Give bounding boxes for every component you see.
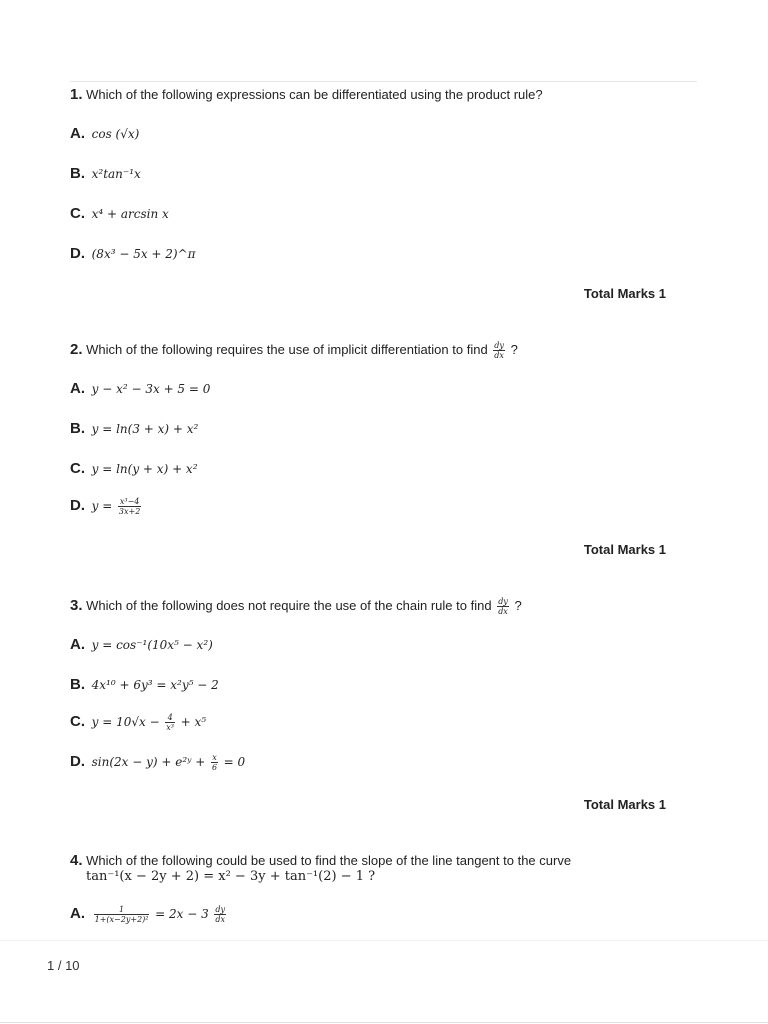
total-marks: Total Marks 1 xyxy=(583,797,666,812)
option-expression: x²tan⁻¹x xyxy=(91,167,141,181)
option-letter: C. xyxy=(70,460,85,477)
question-4 xyxy=(70,852,571,869)
option-1a[interactable] xyxy=(70,125,139,142)
option-letter: D. xyxy=(70,753,85,770)
option-expression: y − x² − 3x + 5 = 0 xyxy=(91,382,211,396)
dy-dx-fraction: $\frac{dy}{dx}$ xyxy=(494,341,504,361)
option-letter: D. xyxy=(70,497,85,514)
option-expression: x⁴ + arcsin x xyxy=(91,207,169,221)
option-expression: sin(2x − y) + e²ʸ + xyxy=(91,755,206,769)
option-3d[interactable] xyxy=(70,753,245,772)
option-expression: = 2x − 3 xyxy=(155,907,209,921)
option-expression: cos (√x) xyxy=(91,127,140,141)
bottom-divider xyxy=(0,1022,768,1023)
question-number: 3. xyxy=(70,597,83,614)
option-expression: y = 10√x − xyxy=(91,715,160,729)
option-fraction: $\frac{1}{\text{1+(x−2y+2)²}}$ xyxy=(94,905,149,925)
question-text: Which of the following does not require the use of the chain rule to find xyxy=(86,598,492,613)
option-fraction: $\frac{4}{\text{x³}}$ xyxy=(166,713,174,733)
page-fold-divider xyxy=(0,940,768,941)
option-letter: A. xyxy=(70,905,85,922)
option-expression: 4x¹⁰ + 6y³ = x²y⁵ − 2 xyxy=(91,678,219,692)
option-2b[interactable] xyxy=(70,420,198,437)
option-fraction: $\frac{\text{x³−4}}{3x+2}$ xyxy=(118,497,141,517)
option-letter: B. xyxy=(70,676,85,693)
question-number: 1. xyxy=(70,86,83,103)
option-letter: C. xyxy=(70,205,85,222)
question-3 xyxy=(70,597,522,616)
option-letter: B. xyxy=(70,165,85,182)
option-letter: A. xyxy=(70,380,85,397)
option-4a[interactable] xyxy=(70,905,228,924)
total-marks: Total Marks 1 xyxy=(583,542,666,557)
option-expression: (8x³ − 5x + 2)^π xyxy=(91,247,196,261)
option-letter: A. xyxy=(70,125,85,142)
option-3a[interactable] xyxy=(70,636,213,653)
question-suffix: ? xyxy=(514,598,522,613)
top-divider xyxy=(70,81,697,82)
option-1b[interactable] xyxy=(70,165,141,182)
page-indicator: 1 / 10 xyxy=(47,958,80,973)
question-1 xyxy=(70,86,543,103)
question-text: Which of the following expressions can be differentiated using the product rule? xyxy=(86,87,543,102)
option-2a[interactable] xyxy=(70,380,210,397)
option-expression: y = ln(3 + x) + x² xyxy=(91,422,199,436)
option-fraction: $\frac{x}{6}$ xyxy=(211,753,218,773)
option-letter: A. xyxy=(70,636,85,653)
question-number: 4. xyxy=(70,852,83,869)
option-letter: B. xyxy=(70,420,85,437)
option-2d[interactable] xyxy=(70,497,143,516)
question-text: Which of the following could be used to find the slope of the line tangent to the curve xyxy=(86,853,572,868)
option-3c[interactable] xyxy=(70,713,206,732)
option-letter: D. xyxy=(70,245,85,262)
option-expression-suffix: + x⁵ xyxy=(180,715,207,729)
dy-dx-fraction: $\frac{dy}{dx}$ xyxy=(215,905,225,925)
option-3b[interactable] xyxy=(70,676,219,693)
question-2 xyxy=(70,341,518,360)
option-expression-suffix: = 0 xyxy=(223,755,246,769)
option-expression: y = cos⁻¹(10x⁵ − x²) xyxy=(91,638,213,652)
option-2c[interactable] xyxy=(70,460,198,477)
option-1c[interactable] xyxy=(70,205,169,222)
question-number: 2. xyxy=(70,341,83,358)
question-text: Which of the following requires the use of implicit differentiation to find xyxy=(86,342,488,357)
option-letter: C. xyxy=(70,713,85,730)
option-expression: y = xyxy=(91,499,113,513)
option-1d[interactable] xyxy=(70,245,196,262)
dy-dx-fraction: $\frac{dy}{dx}$ xyxy=(498,597,508,617)
question-suffix: ? xyxy=(510,342,518,357)
question-4-equation: tan⁻¹(x − 2y + 2) = x² − 3y + tan⁻¹(2) − 1 ? xyxy=(86,869,376,884)
option-expression: y = ln(y + x) + x² xyxy=(91,462,198,476)
total-marks: Total Marks 1 xyxy=(583,286,666,301)
